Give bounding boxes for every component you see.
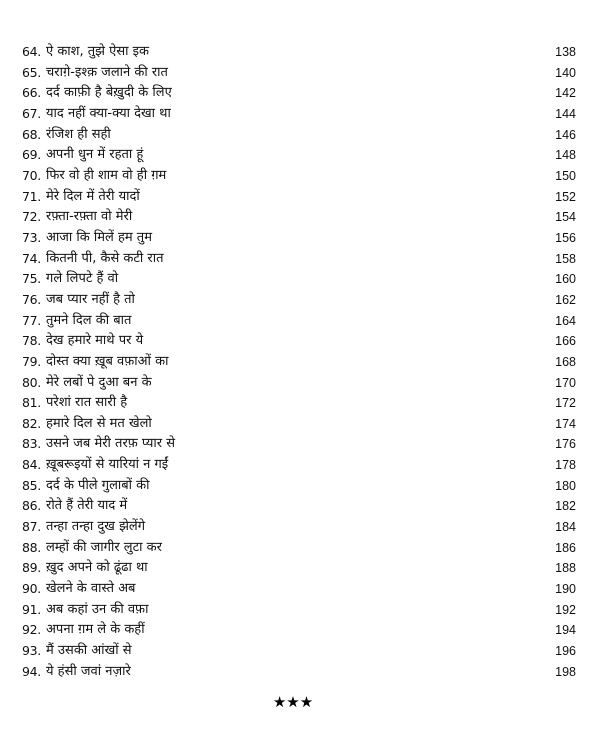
section-end-stars: ★★★ [272,693,314,711]
page-number: 164 [555,313,576,328]
toc-entry [22,620,576,641]
toc-entry [22,83,576,104]
entry-title: देख हमारे माथे पर ये [46,333,144,349]
entry-number: 88. [22,539,41,555]
toc-entry [22,63,576,84]
page-number: 156 [555,230,576,245]
page-number: 152 [555,189,576,204]
entry-number: 68. [22,126,41,142]
entry-number: 71. [22,188,41,204]
page-number: 158 [555,251,576,266]
entry-number: 74. [22,250,41,266]
toc-entry [22,290,576,311]
toc-entry-label [22,42,149,63]
toc-entry-label [22,538,162,559]
entry-title: रफ़्ता-रफ़्ता वो मेरी [46,209,133,225]
entry-number: 80. [22,374,41,390]
entry-title: ख़ुद अपने को ढूंढा था [46,560,148,576]
entry-title: तुमने दिल की बात [46,312,132,328]
entry-number: 85. [22,477,41,493]
toc-entry-label [22,290,135,311]
entry-title: याद नहीं क्या-क्या देखा था [46,105,171,121]
page-number: 154 [555,210,576,225]
entry-number: 92. [22,622,41,638]
entry-number: 76. [22,291,41,307]
entry-number: 67. [22,105,41,121]
page-number: 144 [555,106,576,121]
entry-number: 84. [22,457,41,473]
toc-entry-label [22,249,164,270]
entry-title: अब कहां उन की वफ़ा [46,601,149,617]
toc-entry [22,42,576,63]
toc-entry-label [22,434,175,455]
page-number: 138 [555,45,576,59]
toc-entry-label [22,207,132,228]
page-number: 140 [555,65,576,80]
entry-number: 73. [22,229,41,245]
entry-title: आजा कि मिलें हम तुम [46,229,152,245]
entry-title: चराग़े-इश्क़ जलाने की रात [46,64,168,80]
toc-entry [22,414,576,435]
entry-title: रंजिश ही सही [46,126,111,142]
toc-entry [22,476,576,497]
page-number: 150 [555,168,576,183]
page-number: 190 [555,582,576,597]
toc-entry-label [22,641,132,662]
entry-number: 78. [22,333,41,349]
entry-title: गले लिपटे हैं वो [46,271,119,287]
entry-number: 87. [22,519,41,535]
toc-entry [22,600,576,621]
toc-entry-label [22,125,111,146]
toc-entry-label [22,166,166,187]
entry-number: 94. [22,663,41,679]
toc-entry-label [22,311,131,332]
entry-number: 70. [22,167,41,183]
entry-title: उसने जब मेरी तरफ़ प्यार से [46,436,175,452]
entry-number: 91. [22,601,41,617]
toc-entry [22,517,576,538]
toc-entry [22,641,576,662]
page-number: 184 [555,520,576,535]
entry-number: 75. [22,271,41,287]
toc-entry-label [22,496,127,517]
entry-title: कितनी पी, कैसे कटी रात [46,250,164,266]
toc-entry [22,538,576,559]
page-number: 148 [555,148,576,163]
entry-title: ये हंसी जवां नज़ारे [46,663,131,679]
toc-entry [22,331,576,352]
toc-entry [22,166,576,187]
page-number: 178 [555,458,576,473]
toc-entry-label [22,600,148,621]
toc-entry [22,662,576,683]
toc-entry-label [22,352,168,373]
entry-title: ऐ काश, तुझे ऐसा इक [46,44,149,59]
toc-entry-label [22,476,150,497]
page-number: 188 [555,561,576,576]
page-number: 166 [555,334,576,349]
page-number: 168 [555,354,576,369]
toc-entry [22,249,576,270]
entry-number: 90. [22,581,41,597]
toc-entry [22,269,576,290]
entry-title: फिर वो ही शाम वो ही ग़म [46,167,167,183]
page-number: 162 [555,292,576,307]
toc-entry [22,311,576,332]
toc-entry-label [22,83,172,104]
page-number: 186 [555,540,576,555]
entry-title: मेरे दिल में तेरी यादों [46,188,140,204]
toc-entry [22,434,576,455]
toc-entry-label [22,558,148,579]
toc-entry-label [22,579,135,600]
toc-entry [22,104,576,125]
entry-title: ख़ूबरूइयों से यारियां न गईं [46,457,169,473]
entry-number: 82. [22,415,41,431]
entry-title: मेरे लबों पे दुआ बन के [46,374,152,390]
page-number: 174 [555,416,576,431]
toc-entry-label [22,187,140,208]
page-number: 160 [555,272,576,287]
entry-title: दोस्त क्या ख़ूब वफ़ाओं का [46,353,169,369]
entry-number: 89. [22,560,41,576]
table-of-contents [22,42,576,682]
toc-entry [22,579,576,600]
toc-entry [22,125,576,146]
entry-number: 86. [22,498,41,514]
entry-number: 77. [22,312,41,328]
toc-entry-label [22,455,168,476]
toc-entry-label [22,145,143,166]
toc-entry [22,558,576,579]
entry-number: 81. [22,395,41,411]
page-number: 192 [555,602,576,617]
page-number: 182 [555,499,576,514]
toc-entry-label [22,228,152,249]
page-number: 194 [555,623,576,638]
entry-title: मैं उसकी आंखों से [46,643,132,659]
entry-number: 72. [22,209,41,225]
page-number: 170 [555,375,576,390]
entry-number: 66. [22,85,41,101]
entry-title: जब प्यार नहीं है तो [46,291,135,307]
page-number: 180 [555,478,576,493]
entry-number: 69. [22,147,41,163]
entry-title: अपनी धुन में रहता हूं [46,147,144,163]
toc-entry-label [22,269,118,290]
toc-entry-label [22,63,168,84]
toc-entry-label [22,517,145,538]
toc-entry-label [22,393,127,414]
entry-number: 79. [22,353,41,369]
entry-title: खेलने के वास्ते अब [46,581,136,597]
entry-title: दर्द के पीले गुलाबों की [46,477,150,493]
toc-entry-label [22,104,171,125]
entry-title: अपना ग़म ले के कहीं [46,622,145,638]
toc-entry-label [22,620,145,641]
entry-title: दर्द काफ़ी है बेख़ुदी के लिए [46,85,172,101]
page-number: 142 [555,86,576,101]
toc-entry [22,145,576,166]
entry-number: 65. [22,64,41,80]
page-number: 146 [555,127,576,142]
toc-entry [22,496,576,517]
toc-entry [22,207,576,228]
entry-title: तन्हा तन्हा दुख झेलेंगे [46,519,146,535]
toc-entry-label [22,373,152,394]
toc-entry [22,228,576,249]
toc-entry [22,393,576,414]
toc-entry [22,455,576,476]
page-number: 196 [555,644,576,659]
page-number: 176 [555,437,576,452]
toc-entry [22,352,576,373]
page-number: 172 [555,396,576,411]
entry-title: परेशां रात सारी है [46,395,128,411]
entry-title: हमारे दिल से मत खेलो [46,415,152,431]
entry-number: 93. [22,643,41,659]
page-number: 198 [555,664,576,679]
toc-entry-label [22,662,131,683]
toc-entry-label [22,414,152,435]
entry-title: लम्हों की जागीर लुटा कर [46,539,162,555]
toc-entry [22,187,576,208]
toc-entry [22,373,576,394]
toc-entry-label [22,331,143,352]
entry-number: 83. [22,436,41,452]
entry-number: 64. [22,44,41,59]
entry-title: रोते हैं तेरी याद में [46,498,128,514]
